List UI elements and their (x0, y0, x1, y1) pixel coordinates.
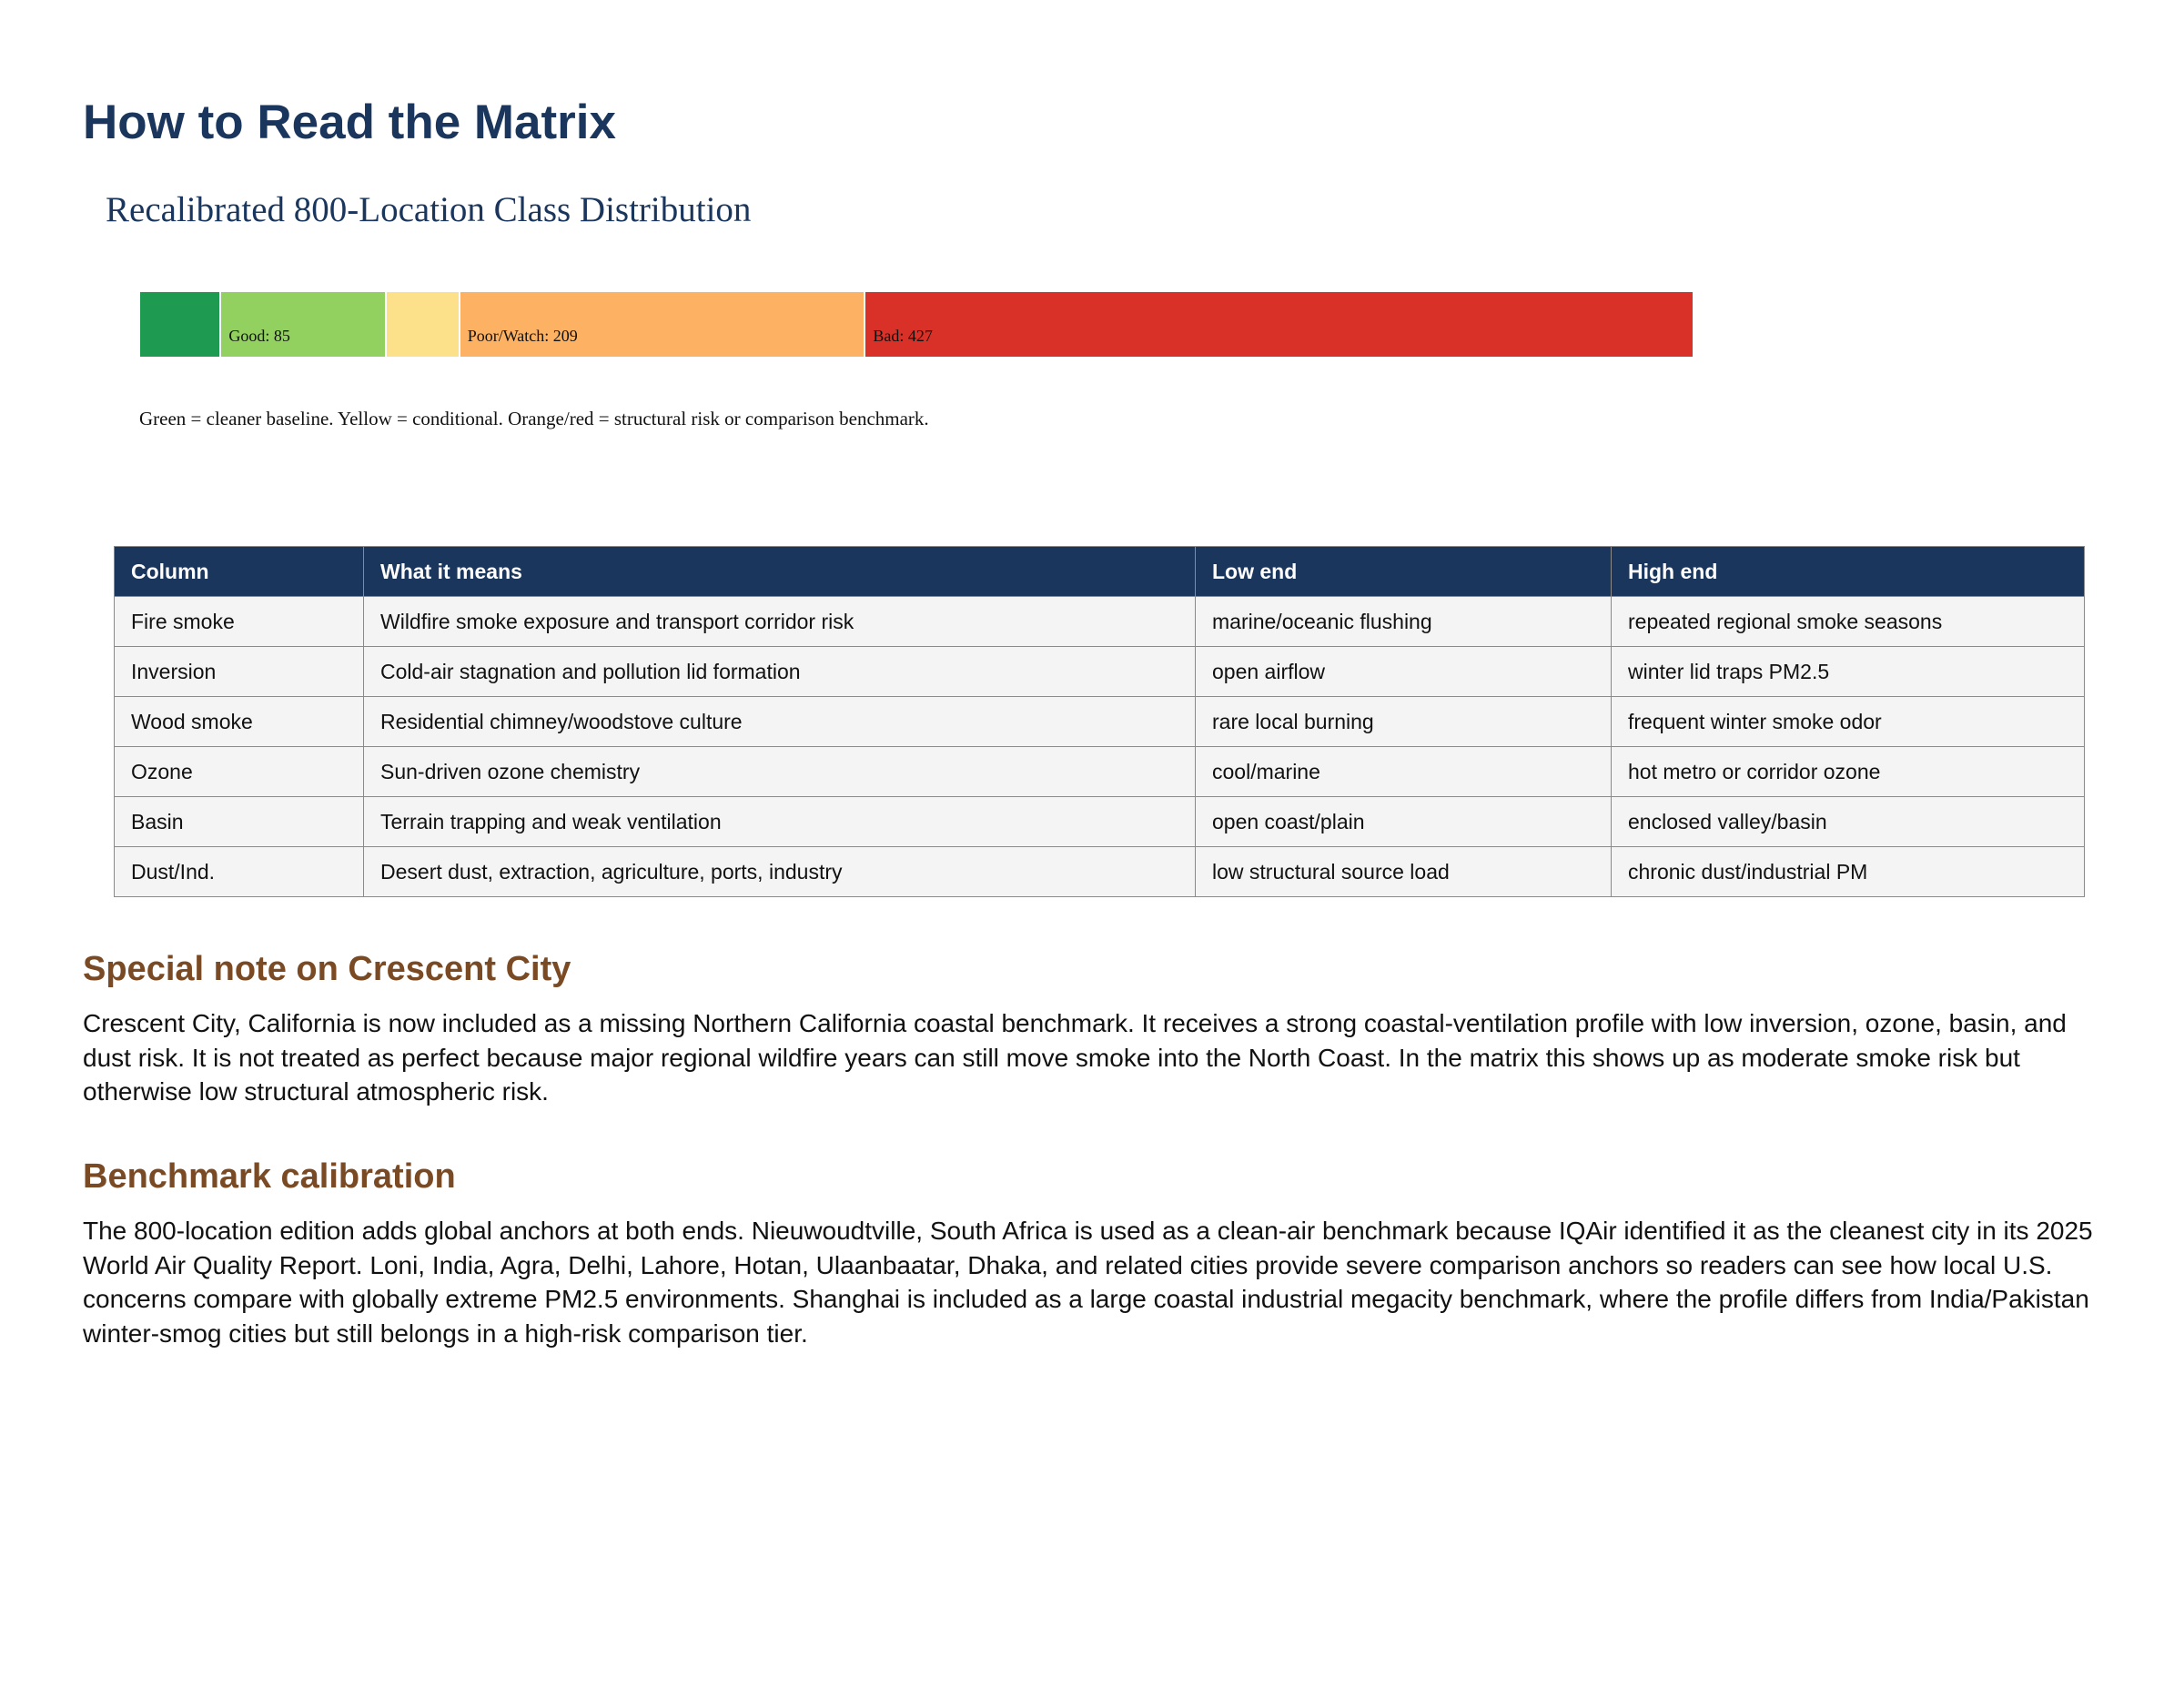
benchmark-paragraph: The 800-location edition adds global anchors at both ends. Nieuwoudtville, South Africa is used as a clean-air benchmark because IQAir identified it as the cleanest city in its 2025 World Air Quality Report. Loni, India, Agra, Delhi, Lahore, Hotan, Ulaanbaatar, Dhaka, and related cities provide severe comparison anchors so readers can see how local U.S. concerns compare with globally extreme PM2.5 environments. Shanghai is included as a large coastal industrial megacity benchmark, where the profile differs from India/Pakistan winter-smog cities but still belongs in a high-risk comparison tier. (83, 1217, 2093, 1348)
table-cell: repeated regional smoke seasons (1612, 597, 2085, 647)
table-cell: open coast/plain (1196, 797, 1612, 847)
table-cell: Cold-air stagnation and pollution lid formation (364, 647, 1196, 697)
table-cell: Wildfire smoke exposure and transport corridor risk (364, 597, 1196, 647)
table-row (115, 747, 2085, 797)
table-cell: Residential chimney/woodstove culture (364, 697, 1196, 747)
table-cell: hot metro or corridor ozone (1612, 747, 2085, 797)
table-row (115, 847, 2085, 897)
table-cell: Inversion (115, 647, 364, 697)
benchmark-heading: Benchmark calibration (83, 1157, 456, 1196)
table-row (115, 797, 2085, 847)
column-header: What it means (364, 547, 1196, 597)
table-row (115, 647, 2085, 697)
table-cell: marine/oceanic flushing (1196, 597, 1612, 647)
table-cell: enclosed valley/basin (1612, 797, 2085, 847)
table-cell: Terrain trapping and weak ventilation (364, 797, 1196, 847)
table-cell: Ozone (115, 747, 364, 797)
distribution-segment (219, 292, 384, 357)
table-cell: chronic dust/industrial PM (1612, 847, 2085, 897)
distribution-segment (140, 292, 219, 357)
table-cell: Desert dust, extraction, agriculture, ports, industry (364, 847, 1196, 897)
column-header: Column (115, 547, 364, 597)
crescent-city-paragraph: Crescent City, California is now included as a missing Northern California coastal benchmark. It receives a strong coastal-ventilation profile with low inversion, ozone, basin, and dust risk. It is not treated as perfect because major regional wildfire years can still move smoke into the North Coast. In the matrix this shows up as moderate smoke risk but otherwise low structural atmospheric risk. (83, 1009, 2067, 1106)
table-cell: rare local burning (1196, 697, 1612, 747)
table-row (115, 597, 2085, 647)
crescent-city-heading: Special note on Crescent City (83, 950, 571, 988)
distribution-segment (385, 292, 459, 357)
table-cell: low structural source load (1196, 847, 1612, 897)
class-distribution-bar (140, 292, 1693, 357)
table-cell: Basin (115, 797, 364, 847)
page-title: How to Read the Matrix (83, 96, 617, 149)
distribution-segment-label: Bad: 427 (873, 327, 933, 345)
distribution-segment (459, 292, 864, 357)
table-header-row (115, 547, 2085, 597)
distribution-segment (864, 292, 1693, 357)
table-cell: cool/marine (1196, 747, 1612, 797)
table-cell: Dust/Ind. (115, 847, 364, 897)
legend-note: Green = cleaner baseline. Yellow = conditional. Orange/red = structural risk or comparison benchmark. (139, 408, 929, 429)
table-row (115, 697, 2085, 747)
table-cell: open airflow (1196, 647, 1612, 697)
column-header: High end (1612, 547, 2085, 597)
matrix-guide-table (114, 546, 2085, 897)
distribution-segment-label: Good: 85 (228, 327, 290, 345)
column-header: Low end (1196, 547, 1612, 597)
table-cell: Sun-driven ozone chemistry (364, 747, 1196, 797)
table-cell: Wood smoke (115, 697, 364, 747)
table-cell: Fire smoke (115, 597, 364, 647)
table-cell: frequent winter smoke odor (1612, 697, 2085, 747)
table-cell: winter lid traps PM2.5 (1612, 647, 2085, 697)
distribution-title: Recalibrated 800-Location Class Distribution (106, 190, 752, 229)
distribution-segment-label: Poor/Watch: 209 (467, 327, 578, 345)
